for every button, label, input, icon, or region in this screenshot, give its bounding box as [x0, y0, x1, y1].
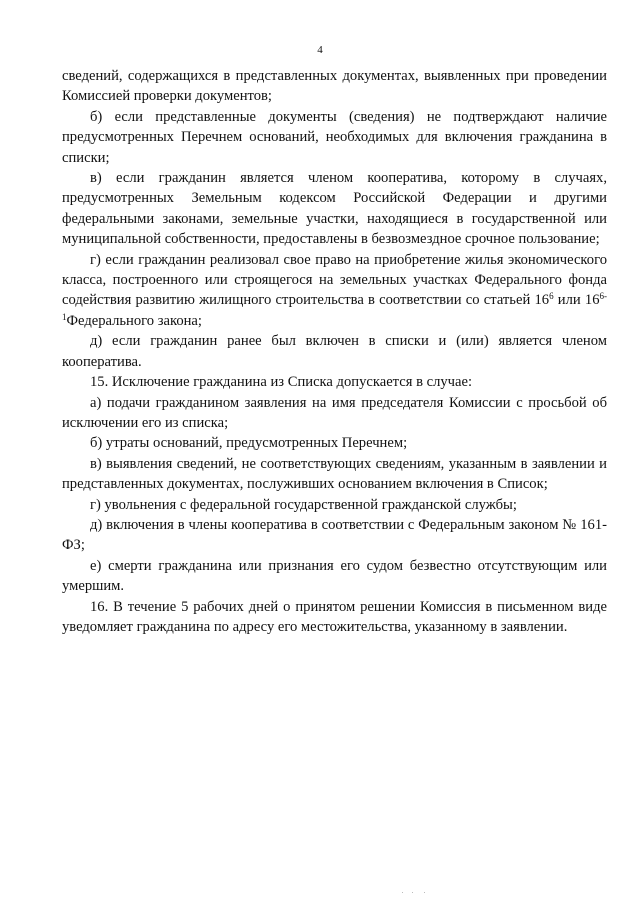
paragraph-15-heading: 15. Исключение гражданина из Списка допускается в случае:	[90, 374, 473, 391]
paragraph-continuation: сведений, содержащихся в представленных документах, выявленных при проведении Комиссией проверки документов;	[62, 68, 607, 105]
item-g-text-or: или 16	[553, 292, 600, 309]
paragraph-15-b: б) утраты оснований, предусмотренных Перечнем;	[90, 435, 408, 452]
scan-speck	[424, 892, 425, 893]
paragraph-16: 16. В течение 5 рабочих дней о принятом решении Комиссия в письменном виде уведомляет гражданина по адресу его местожительства, указанному в заявлении.	[62, 598, 607, 635]
paragraph-item-g	[62, 250, 607, 332]
paragraph-15-v: в) выявления сведений, не соответствующих сведениям, указанным в заявлении и представленных документах, послуживших основанием включения в Список;	[62, 455, 607, 493]
scan-speck	[412, 892, 413, 893]
paragraph-15-d: д) включения в члены кооператива в соответствии с Федеральным законом № 161-ФЗ;	[62, 516, 607, 554]
scan-speck	[402, 892, 403, 893]
paragraph-item-b: б) если представленные документы (сведения) не подтверждают наличие предусмотренных Перечнем оснований, необходимых для включения гражданина в списки;	[62, 108, 607, 166]
paragraph-item-d: д) если гражданин ранее был включен в списки и (или) является членом кооператива.	[62, 333, 607, 370]
item-g-text-end: Федерального закона;	[66, 312, 202, 329]
item-g-text: г) если гражданин реализовал свое право на приобретение жилья экономического класса, построенного или строящегося на земельных участках Федерального фонда содействия развитию жилищного строительства в соответствии со статьей 16	[62, 251, 607, 309]
document-body	[62, 66, 607, 637]
superscript-6-1: 6-1	[62, 291, 607, 322]
paragraph-15-e: е) смерти гражданина или признания его судом безвестно отсутствующим или умершим.	[62, 557, 607, 595]
paragraph-15-a: а) подачи гражданином заявления на имя председателя Комиссии с просьбой об исключении его из списка;	[62, 394, 607, 431]
superscript-6: 6	[549, 291, 554, 302]
paragraph-15-g: г) увольнения с федеральной государственной гражданской службы;	[90, 496, 517, 513]
paragraph-item-v: в) если гражданин является членом кооператива, которому в случаях, предусмотренных Земельным кодексом Российской Федерации и другими федеральными законами, земельные участки, находящиеся в государственной или муниципальной собственности, предоставлены в безвозмездное срочное пользование;	[62, 170, 607, 248]
page-number: 4	[317, 44, 323, 56]
